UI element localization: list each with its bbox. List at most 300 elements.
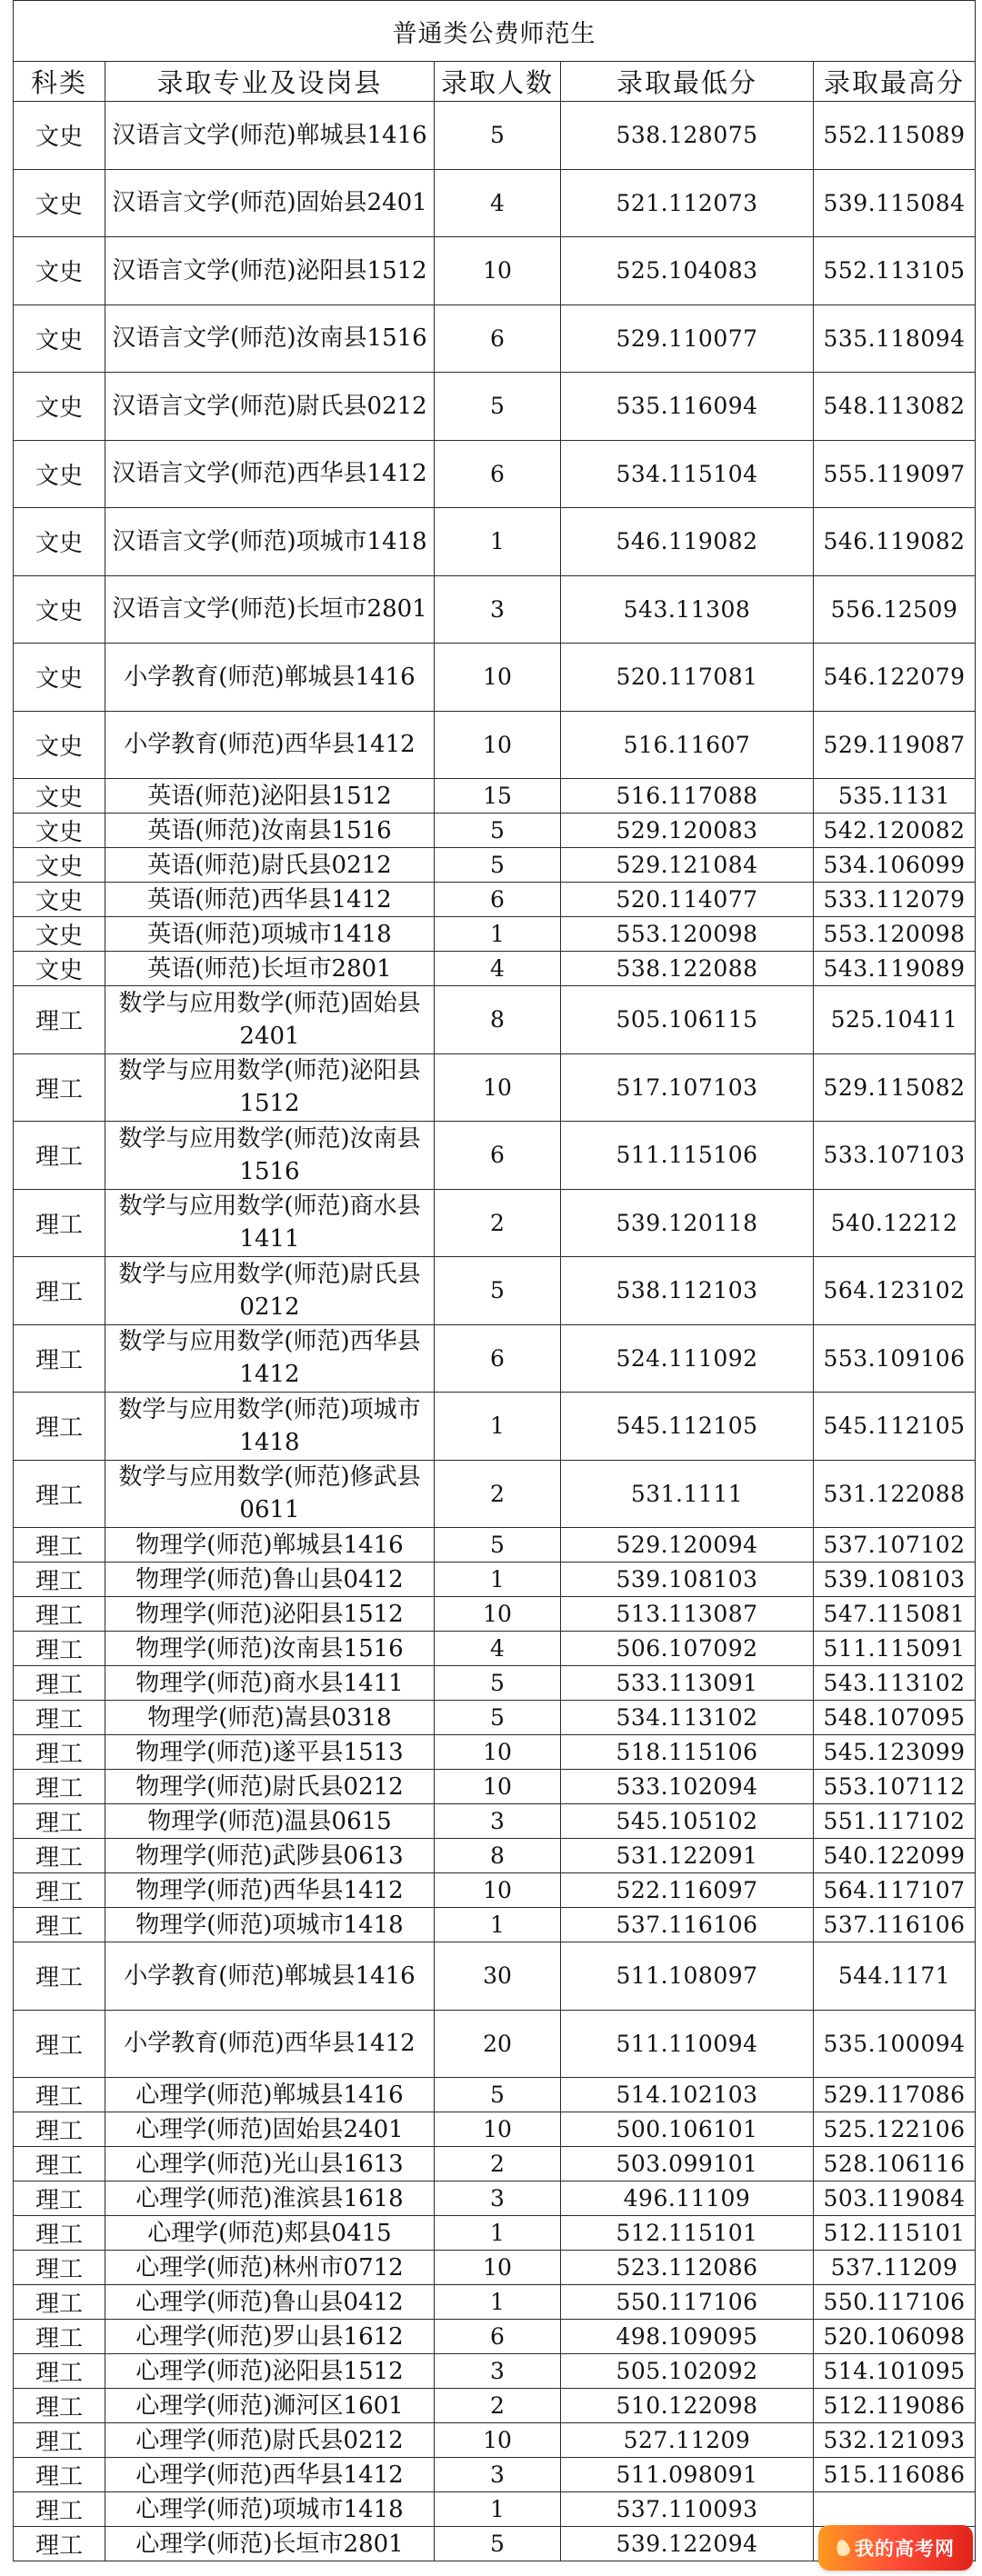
major-cell: 物理学(师范)鲁山县0412 [105, 1563, 435, 1597]
category-cell: 理工 [14, 1632, 105, 1666]
min-score-cell: 496.11109 [561, 2182, 814, 2216]
major-cell: 心理学(师范)鲁山县0412 [105, 2285, 435, 2320]
major-cell: 物理学(师范)温县0615 [105, 1804, 435, 1839]
table-row [14, 373, 976, 441]
max-score-cell: 564.117107 [814, 1873, 976, 1908]
min-score-cell: 533.102094 [561, 1770, 814, 1804]
table-row [14, 1122, 976, 1190]
min-score-cell: 531.1111 [561, 1460, 814, 1528]
count-cell: 10 [435, 1597, 561, 1632]
count-cell: 3 [435, 2354, 561, 2389]
count-cell: 10 [435, 2423, 561, 2458]
table-row [14, 2320, 976, 2354]
count-cell: 1 [435, 2492, 561, 2527]
category-cell: 文史 [14, 952, 105, 986]
major-cell: 汉语言文学(师范)尉氏县0212 [105, 373, 435, 441]
min-score-cell: 529.110077 [561, 305, 814, 373]
category-cell: 文史 [14, 508, 105, 576]
min-score-cell: 529.121084 [561, 848, 814, 883]
table-row [14, 2423, 976, 2458]
max-score-cell: 512.119086 [814, 2389, 976, 2423]
category-cell: 文史 [14, 711, 105, 779]
min-score-cell: 498.109095 [561, 2320, 814, 2354]
category-cell: 理工 [14, 1563, 105, 1597]
count-cell: 10 [435, 1770, 561, 1804]
max-score-cell: 564.123102 [814, 1257, 976, 1325]
major-cell: 物理学(师范)遂平县1513 [105, 1735, 435, 1770]
min-score-cell: 538.122088 [561, 952, 814, 986]
count-cell: 5 [435, 102, 561, 170]
watermark-logo [818, 2525, 973, 2571]
major-cell: 英语(师范)泌阳县1512 [105, 779, 435, 814]
major-cell: 心理学(师范)郸城县1416 [105, 2078, 435, 2112]
category-cell: 文史 [14, 102, 105, 170]
table-row [14, 1942, 976, 2011]
min-score-cell: 533.113091 [561, 1666, 814, 1701]
min-score-cell: 534.113102 [561, 1701, 814, 1735]
min-score-cell: 524.111092 [561, 1324, 814, 1393]
count-cell: 5 [435, 1701, 561, 1735]
max-score-cell: 553.107112 [814, 1770, 976, 1804]
category-cell: 理工 [14, 1324, 105, 1393]
major-cell: 汉语言文学(师范)长垣市2801 [105, 575, 435, 644]
column-header-max-score: 录取最高分 [814, 62, 976, 102]
category-cell: 理工 [14, 2354, 105, 2389]
table-row [14, 508, 976, 576]
category-cell: 文史 [14, 575, 105, 644]
min-score-cell: 506.107092 [561, 1632, 814, 1666]
major-cell: 小学教育(师范)西华县1412 [105, 2010, 435, 2078]
table-row [14, 237, 976, 305]
category-cell: 理工 [14, 1393, 105, 1461]
min-score-cell: 516.117088 [561, 779, 814, 814]
table-row [14, 2458, 976, 2492]
category-cell: 理工 [14, 2458, 105, 2492]
category-cell: 文史 [14, 917, 105, 952]
max-score-cell: 533.112079 [814, 883, 976, 917]
category-cell: 文史 [14, 848, 105, 883]
count-cell: 6 [435, 883, 561, 917]
admission-table [13, 0, 976, 2561]
category-cell: 理工 [14, 2147, 105, 2182]
min-score-cell: 534.115104 [561, 440, 814, 508]
table-row [14, 1735, 976, 1770]
max-score-cell: 539.108103 [814, 1563, 976, 1597]
count-cell: 15 [435, 779, 561, 814]
category-cell: 理工 [14, 1053, 105, 1122]
table-row [14, 2182, 976, 2216]
table-row [14, 2216, 976, 2251]
column-header-count: 录取人数 [435, 62, 561, 102]
category-cell: 理工 [14, 1770, 105, 1804]
table-row [14, 2078, 976, 2112]
category-cell: 理工 [14, 1873, 105, 1908]
max-score-cell: 531.122088 [814, 1460, 976, 1528]
table-row [14, 575, 976, 644]
min-score-cell: 520.117081 [561, 644, 814, 712]
category-cell: 理工 [14, 2010, 105, 2078]
count-cell: 5 [435, 2527, 561, 2561]
category-cell: 文史 [14, 883, 105, 917]
major-cell: 心理学(师范)光山县1613 [105, 2147, 435, 2182]
count-cell: 1 [435, 1393, 561, 1461]
watermark-text: 我的高考网 [855, 2538, 955, 2560]
max-score-cell: 520.106098 [814, 2320, 976, 2354]
count-cell: 10 [435, 711, 561, 779]
min-score-cell: 513.113087 [561, 1597, 814, 1632]
min-score-cell: 545.105102 [561, 1804, 814, 1839]
count-cell: 5 [435, 373, 561, 441]
max-score-cell: 537.116106 [814, 1908, 976, 1942]
max-score-cell: 534.106099 [814, 848, 976, 883]
major-cell: 心理学(师范)尉氏县0212 [105, 2423, 435, 2458]
category-cell: 文史 [14, 644, 105, 712]
table-body [14, 102, 976, 2561]
count-cell: 4 [435, 1632, 561, 1666]
table-row [14, 2010, 976, 2078]
category-cell: 理工 [14, 2112, 105, 2147]
count-cell: 3 [435, 2458, 561, 2492]
count-cell: 10 [435, 644, 561, 712]
category-cell: 理工 [14, 1942, 105, 2011]
count-cell: 5 [435, 2078, 561, 2112]
min-score-cell: 516.11607 [561, 711, 814, 779]
max-score-cell: 535.118094 [814, 305, 976, 373]
count-cell: 10 [435, 2251, 561, 2285]
major-cell: 小学教育(师范)西华县1412 [105, 711, 435, 779]
category-cell: 理工 [14, 1597, 105, 1632]
count-cell: 2 [435, 2389, 561, 2423]
max-score-cell: 548.113082 [814, 373, 976, 441]
count-cell: 8 [435, 986, 561, 1054]
category-cell: 文史 [14, 814, 105, 848]
major-cell: 英语(师范)项城市1418 [105, 917, 435, 952]
min-score-cell: 550.117106 [561, 2285, 814, 2320]
major-cell: 数学与应用数学(师范)固始县2401 [105, 986, 435, 1054]
min-score-cell: 545.112105 [561, 1393, 814, 1461]
count-cell: 1 [435, 508, 561, 576]
major-cell: 物理学(师范)尉氏县0212 [105, 1770, 435, 1804]
count-cell: 6 [435, 1324, 561, 1393]
max-score-cell: 555.119097 [814, 440, 976, 508]
table-row [14, 2251, 976, 2285]
table-row [14, 2112, 976, 2147]
major-cell: 数学与应用数学(师范)泌阳县1512 [105, 1053, 435, 1122]
category-cell: 文史 [14, 779, 105, 814]
count-cell: 6 [435, 2320, 561, 2354]
max-score-cell: 515.116086 [814, 2458, 976, 2492]
min-score-cell: 553.120098 [561, 917, 814, 952]
major-cell: 物理学(师范)武陟县0613 [105, 1839, 435, 1873]
major-cell: 英语(师范)汝南县1516 [105, 814, 435, 848]
major-cell: 心理学(师范)泌阳县1512 [105, 2354, 435, 2389]
table-row [14, 1839, 976, 1873]
table-row [14, 2147, 976, 2182]
category-cell: 理工 [14, 2251, 105, 2285]
category-cell: 理工 [14, 2182, 105, 2216]
max-score-cell: 545.112105 [814, 1393, 976, 1461]
min-score-cell: 521.112073 [561, 169, 814, 237]
category-cell: 理工 [14, 1257, 105, 1325]
table-row [14, 1632, 976, 1666]
count-cell: 6 [435, 305, 561, 373]
max-score-cell: 529.115082 [814, 1053, 976, 1122]
major-cell: 英语(师范)长垣市2801 [105, 952, 435, 986]
major-cell: 汉语言文学(师范)固始县2401 [105, 169, 435, 237]
count-cell: 4 [435, 952, 561, 986]
max-score-cell: 539.115084 [814, 169, 976, 237]
category-cell: 文史 [14, 237, 105, 305]
count-cell: 2 [435, 1460, 561, 1528]
min-score-cell: 543.11308 [561, 575, 814, 644]
max-score-cell [814, 2492, 976, 2527]
major-cell: 汉语言文学(师范)西华县1412 [105, 440, 435, 508]
category-cell: 文史 [14, 305, 105, 373]
table-row [14, 848, 976, 883]
table-row [14, 1873, 976, 1908]
count-cell: 3 [435, 2182, 561, 2216]
max-score-cell: 532.121093 [814, 2423, 976, 2458]
count-cell: 5 [435, 1528, 561, 1563]
major-cell: 心理学(师范)西华县1412 [105, 2458, 435, 2492]
category-cell: 理工 [14, 2389, 105, 2423]
major-cell: 物理学(师范)嵩县0318 [105, 1701, 435, 1735]
major-cell: 心理学(师范)郏县0415 [105, 2216, 435, 2251]
column-header-major: 录取专业及设岗县 [105, 62, 435, 102]
min-score-cell: 512.115101 [561, 2216, 814, 2251]
table-row [14, 2389, 976, 2423]
major-cell: 数学与应用数学(师范)修武县0611 [105, 1460, 435, 1528]
table-row [14, 1460, 976, 1528]
major-cell: 英语(师范)尉氏县0212 [105, 848, 435, 883]
min-score-cell: 518.115106 [561, 1735, 814, 1770]
table-row [14, 1257, 976, 1325]
category-cell: 理工 [14, 2423, 105, 2458]
category-cell: 理工 [14, 1908, 105, 1942]
major-cell: 物理学(师范)郸城县1416 [105, 1528, 435, 1563]
max-score-cell: 553.120098 [814, 917, 976, 952]
major-cell: 物理学(师范)西华县1412 [105, 1873, 435, 1908]
min-score-cell: 523.112086 [561, 2251, 814, 2285]
max-score-cell: 544.1171 [814, 1942, 976, 2011]
min-score-cell: 510.122098 [561, 2389, 814, 2423]
max-score-cell: 512.115101 [814, 2216, 976, 2251]
major-cell: 心理学(师范)林州市0712 [105, 2251, 435, 2285]
major-cell: 心理学(师范)淮滨县1618 [105, 2182, 435, 2216]
column-header-category: 科类 [14, 62, 105, 102]
major-cell: 心理学(师范)固始县2401 [105, 2112, 435, 2147]
max-score-cell: 503.119084 [814, 2182, 976, 2216]
table-row [14, 814, 976, 848]
min-score-cell: 511.115106 [561, 1122, 814, 1190]
major-cell: 汉语言文学(师范)泌阳县1512 [105, 237, 435, 305]
count-cell: 30 [435, 1942, 561, 2011]
max-score-cell: 540.12212 [814, 1189, 976, 1257]
max-score-cell: 550.117106 [814, 2285, 976, 2320]
count-cell: 10 [435, 1873, 561, 1908]
max-score-cell: 514.101095 [814, 2354, 976, 2389]
max-score-cell: 525.122106 [814, 2112, 976, 2147]
table-row [14, 1393, 976, 1461]
category-cell: 理工 [14, 2492, 105, 2527]
major-cell: 心理学(师范)项城市1418 [105, 2492, 435, 2527]
min-score-cell: 505.106115 [561, 986, 814, 1054]
category-cell: 理工 [14, 1528, 105, 1563]
count-cell: 1 [435, 2216, 561, 2251]
category-cell: 理工 [14, 2320, 105, 2354]
table-row [14, 1908, 976, 1942]
count-cell: 4 [435, 169, 561, 237]
table-row [14, 1770, 976, 1804]
min-score-cell: 531.122091 [561, 1839, 814, 1873]
table-row [14, 2354, 976, 2389]
min-score-cell: 546.119082 [561, 508, 814, 576]
min-score-cell: 520.114077 [561, 883, 814, 917]
column-header-min-score: 录取最低分 [561, 62, 814, 102]
table-row [14, 986, 976, 1054]
max-score-cell: 529.119087 [814, 711, 976, 779]
count-cell: 5 [435, 1257, 561, 1325]
flame-icon [835, 2538, 851, 2557]
count-cell: 1 [435, 2285, 561, 2320]
count-cell: 6 [435, 1122, 561, 1190]
table-row [14, 1666, 976, 1701]
min-score-cell: 539.120118 [561, 1189, 814, 1257]
max-score-cell: 553.109106 [814, 1324, 976, 1393]
major-cell: 数学与应用数学(师范)项城市1418 [105, 1393, 435, 1461]
count-cell: 10 [435, 1735, 561, 1770]
major-cell: 小学教育(师范)郸城县1416 [105, 1942, 435, 2011]
count-cell: 1 [435, 917, 561, 952]
major-cell: 数学与应用数学(师范)西华县1412 [105, 1324, 435, 1393]
count-cell: 8 [435, 1839, 561, 1873]
max-score-cell: 537.11209 [814, 2251, 976, 2285]
category-cell: 理工 [14, 986, 105, 1054]
table-row [14, 2492, 976, 2527]
major-cell: 数学与应用数学(师范)尉氏县0212 [105, 1257, 435, 1325]
major-cell: 汉语言文学(师范)项城市1418 [105, 508, 435, 576]
major-cell: 物理学(师范)商水县1411 [105, 1666, 435, 1701]
min-score-cell: 539.122094 [561, 2527, 814, 2561]
min-score-cell: 535.116094 [561, 373, 814, 441]
table-row [14, 2285, 976, 2320]
major-cell: 汉语言文学(师范)郸城县1416 [105, 102, 435, 170]
max-score-cell: 528.106116 [814, 2147, 976, 2182]
table-row [14, 169, 976, 237]
category-cell: 理工 [14, 1804, 105, 1839]
max-score-cell: 533.107103 [814, 1122, 976, 1190]
min-score-cell: 500.106101 [561, 2112, 814, 2147]
max-score-cell: 543.113102 [814, 1666, 976, 1701]
count-cell: 1 [435, 1563, 561, 1597]
min-score-cell: 511.098091 [561, 2458, 814, 2492]
category-cell: 理工 [14, 1122, 105, 1190]
max-score-cell: 546.119082 [814, 508, 976, 576]
count-cell: 10 [435, 2112, 561, 2147]
category-cell: 理工 [14, 1735, 105, 1770]
min-score-cell: 529.120083 [561, 814, 814, 848]
table-row [14, 1804, 976, 1839]
min-score-cell: 537.116106 [561, 1908, 814, 1942]
min-score-cell: 503.099101 [561, 2147, 814, 2182]
major-cell: 数学与应用数学(师范)商水县1411 [105, 1189, 435, 1257]
min-score-cell: 505.102092 [561, 2354, 814, 2389]
table-row [14, 644, 976, 712]
max-score-cell: 540.122099 [814, 1839, 976, 1873]
max-score-cell: 546.122079 [814, 644, 976, 712]
min-score-cell: 529.120094 [561, 1528, 814, 1563]
table-row [14, 305, 976, 373]
major-cell: 心理学(师范)浉河区1601 [105, 2389, 435, 2423]
major-cell: 物理学(师范)泌阳县1512 [105, 1597, 435, 1632]
major-cell: 心理学(师范)罗山县1612 [105, 2320, 435, 2354]
min-score-cell: 538.112103 [561, 1257, 814, 1325]
major-cell: 心理学(师范)长垣市2801 [105, 2527, 435, 2561]
max-score-cell: 556.12509 [814, 575, 976, 644]
category-cell: 理工 [14, 2216, 105, 2251]
category-cell: 理工 [14, 1460, 105, 1528]
min-score-cell: 537.110093 [561, 2492, 814, 2527]
count-cell: 5 [435, 1666, 561, 1701]
min-score-cell: 511.108097 [561, 1942, 814, 2011]
min-score-cell: 539.108103 [561, 1563, 814, 1597]
min-score-cell: 538.128075 [561, 102, 814, 170]
table-row [14, 440, 976, 508]
table-row [14, 917, 976, 952]
max-score-cell: 552.115089 [814, 102, 976, 170]
category-cell: 理工 [14, 2078, 105, 2112]
count-cell: 2 [435, 1189, 561, 1257]
max-score-cell: 552.113105 [814, 237, 976, 305]
count-cell: 10 [435, 1053, 561, 1122]
table-row [14, 883, 976, 917]
min-score-cell: 514.102103 [561, 2078, 814, 2112]
category-cell: 理工 [14, 1839, 105, 1873]
category-cell: 理工 [14, 2527, 105, 2561]
min-score-cell: 527.11209 [561, 2423, 814, 2458]
category-cell: 理工 [14, 1189, 105, 1257]
min-score-cell: 522.116097 [561, 1873, 814, 1908]
count-cell: 5 [435, 848, 561, 883]
category-cell: 理工 [14, 1701, 105, 1735]
table-row [14, 952, 976, 986]
category-cell: 理工 [14, 1666, 105, 1701]
min-score-cell: 525.104083 [561, 237, 814, 305]
max-score-cell: 547.115081 [814, 1597, 976, 1632]
max-score-cell: 551.117102 [814, 1804, 976, 1839]
max-score-cell: 545.123099 [814, 1735, 976, 1770]
table-row [14, 1597, 976, 1632]
min-score-cell: 517.107103 [561, 1053, 814, 1122]
category-cell: 理工 [14, 2285, 105, 2320]
max-score-cell: 535.100094 [814, 2010, 976, 2078]
table-row [14, 1053, 976, 1122]
category-cell: 文史 [14, 169, 105, 237]
major-cell: 物理学(师范)项城市1418 [105, 1908, 435, 1942]
max-score-cell: 542.120082 [814, 814, 976, 848]
count-cell: 3 [435, 575, 561, 644]
max-score-cell: 543.119089 [814, 952, 976, 986]
table-row [14, 1563, 976, 1597]
category-cell: 文史 [14, 440, 105, 508]
max-score-cell: 548.107095 [814, 1701, 976, 1735]
count-cell: 20 [435, 2010, 561, 2078]
table-row [14, 779, 976, 814]
count-cell: 5 [435, 814, 561, 848]
table-row [14, 1324, 976, 1393]
major-cell: 小学教育(师范)郸城县1416 [105, 644, 435, 712]
major-cell: 物理学(师范)汝南县1516 [105, 1632, 435, 1666]
